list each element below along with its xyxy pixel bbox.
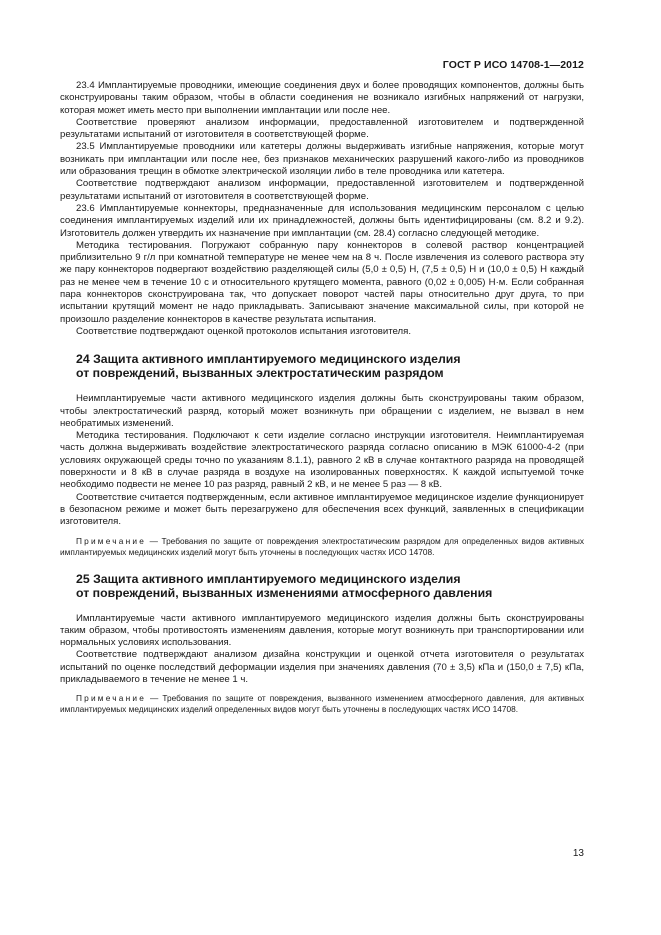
paragraph-24-compliance: Соответствие считается подтвержденным, если активное имплантируемое медицинское изделие функционирует в безопасном режиме и может быть перезагружено для обеспечения всех функций, заявленных в спецификации изготовителя. — [60, 491, 584, 528]
paragraph-23-6-compliance: Соответствие подтверждают оценкой протоколов испытания изготовителя. — [76, 325, 412, 337]
paragraph-23-5-compliance: Соответствие подтверждают анализом информации, предоставленной изготовителем и подтвержденной результатами испытаний от изготовителя в соответствующей форме. — [60, 178, 584, 202]
note-label: Примечание — [76, 693, 147, 704]
document-body — [60, 80, 584, 715]
paragraph-23-5: 23.5 Имплантируемые проводники или катетеры должны выдерживать изгибные напряжения, которые могут возникать при имплантации или после нее, без признаков механических разрушений какого-либо из проводников или образования трещин в обмотке электрической изоляции либо в теле проводника или катетера. — [60, 141, 584, 178]
section-25-heading — [60, 572, 584, 600]
note-text: — Требования по защите от повреждения электростатическим разрядом для определенных видов активных имплантируемых медицинских изделий могут быть уточнены в последующих частях ИСО 14708. — [60, 535, 584, 557]
paragraph-24-test-method: Методика тестирования. Подключают к сети изделие согласно инструкции изготовителя. Неимплантируемая часть должна выдерживать воздействие электростатического разряда согласно описанию в МЭК 61000-4-2 (при условиях окружающей среды точно по указаниям 8.1.1), равного 2 кВ в случае контактного разряда на проводящей поверхности и 8 кВ в случае разряда в воздухе на изолированных поверхностях. К каждой испытуемой точке необходимо подвести не менее 10 раз разряд, равный 2 кВ, и не менее 5 раз — 8 кВ. — [60, 430, 584, 491]
paragraph-23-6-test-method: Методика тестирования. Погружают собранную пару коннекторов в солевой раствор концентрацией приблизительно 9 г/л при комнатной температуре не менее чем на 8 ч. После извлечения из солевого раствора эту же пару коннекторов подвергают воздействию разделяющей силы (5,0 ± 0,5) Н, (7,5 ± 0,5) Н и (10,0 ± 0,5) Н каждый раз не менее чем в течение 10 с и относительного крутящего момента, равного (0,02 ± 0,005) Н·м. Если собранная пара коннекторов сконструирована так, что допускает поворот частей пары относительно друг друга, то при испытании крутящий момент не надо прикладывать. Записывают значение максимальной силы, при которой не произошло разделение коннекторов в качестве результата испытания. — [60, 239, 584, 325]
paragraph-23-4-compliance: Соответствие проверяют анализом информации, предоставленной изготовителем и подтвержденной результатами испытаний от изготовителя в соответствующей форме. — [60, 116, 584, 141]
note-label: Примечание — [76, 535, 147, 546]
note-text: — Требования по защите от повреждения, вызванного изменением атмосферного давления, для активных имплантируемых медицинских изделий определенных видов могут быть уточнены в последующих частях ИСО 14708. — [60, 693, 584, 715]
section-24-note — [60, 536, 584, 558]
document-code-header: ГОСТ Р ИСО 14708-1—2012 — [442, 59, 584, 71]
page-number: 13 — [572, 848, 584, 859]
paragraph-25-requirement: Имплантируемые части активного имплантируемого медицинского изделия должны быть сконструированы таким образом, чтобы противостоять изменениям давления, которые могут возникнуть при транспортировании или нормальных условиях использования. — [60, 612, 584, 649]
section-24-title-line1: 24 Защита активного имплантируемого медицинского изделия — [76, 352, 461, 367]
section-25-note — [60, 693, 584, 715]
paragraph-23-4: 23.4 Имплантируемые проводники, имеющие соединения двух и более проводящих компонентов, должны быть сконструированы таким образом, чтобы в области соединения не возникало изгибных напряжений от нагрузки, которая может иметь место при выполнении имплантации или после нее. — [60, 80, 584, 116]
paragraph-25-compliance: Соответствие подтверждают анализом дизайна конструкции и оценкой отчета изготовителя о результатах испытаний по оценке последствий деформации изделия при значениях давления (70 ± 3,5) кПа и (150,0 ± 7,5) кПа, прикладываемого в течение не менее 1 ч. — [60, 649, 584, 685]
paragraph-24-requirement: Неимплантируемые части активного медицинского изделия должны быть сконструированы таким образом, чтобы электростатический разряд, который может возникнуть при обращении с изделием, не вызвал в нем необратимых изменений. — [60, 393, 584, 429]
section-25-title-line2: от повреждений, вызванных изменениями атмосферного давления — [76, 585, 493, 600]
section-24-heading — [60, 352, 584, 380]
section-25-title-line1: 25 Защита активного имплантируемого медицинского изделия — [76, 571, 461, 586]
section-24-title-line2: от повреждений, вызванных электростатическим разрядом — [76, 366, 444, 381]
paragraph-23-6: 23.6 Имплантируемые коннекторы, предназначенные для использования медицинским персоналом с целью соединения имплантируемых изделий или их принадлежностей, должны быть идентифицированы (см. 8.2 и 9.2). Изготовитель должен утвердить их назначение при имплантации (см. 28.4) согласно следующей методике. — [60, 202, 584, 239]
